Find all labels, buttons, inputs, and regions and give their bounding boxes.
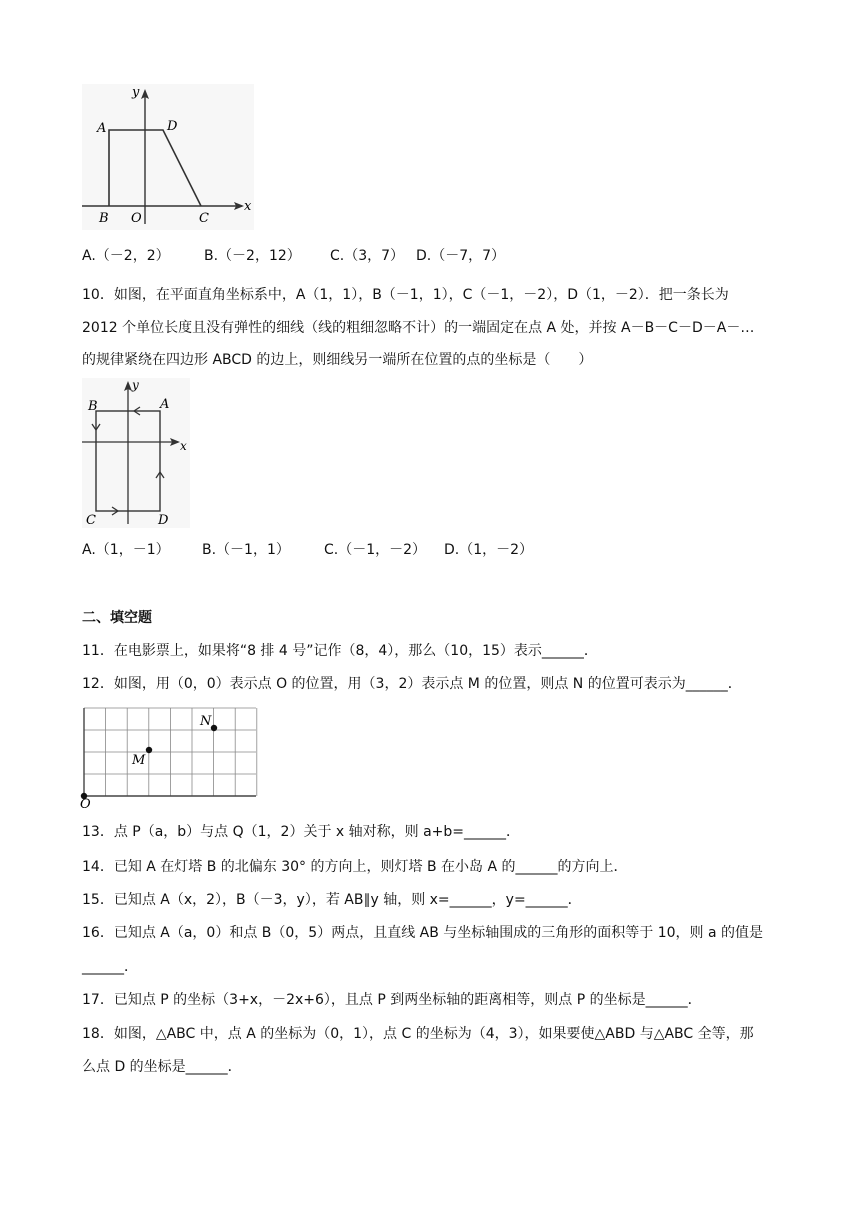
- point-label-d: D: [158, 513, 169, 528]
- q9-option-c: C.（3，7）: [330, 248, 405, 264]
- point-n: [211, 725, 217, 731]
- q12-grid-figure: [78, 704, 260, 810]
- q14-text: 14．已知 A 在灯塔 B 的北偏东 30° 的方向上，则灯塔 B 在小岛 A 的______的方向上．: [82, 859, 628, 875]
- point-label-c: C: [86, 513, 96, 528]
- point-label-m: M: [132, 753, 146, 768]
- q10-figure: [82, 378, 190, 528]
- point-label-n: N: [200, 714, 212, 729]
- axis-label-y: y: [132, 85, 140, 100]
- section-title: 二、填空题: [82, 610, 152, 626]
- axis-label-x: x: [180, 439, 187, 453]
- point-label-c: C: [199, 211, 209, 226]
- q9-figure: [82, 84, 254, 230]
- axis-label-y: y: [132, 378, 139, 392]
- q13-text: 13．点 P（a，b）与点 Q（1，2）关于 x 轴对称，则 a+b=______．: [82, 824, 521, 840]
- q16-text-line-2: ______．: [82, 959, 138, 975]
- q16-text-line-1: 16．已知点 A（a，0）和点 B（0，5）两点，且直线 AB 与坐标轴围成的三角形的面积等于 10，则 a 的值是: [82, 925, 764, 941]
- q9-option-d: D.（－7，7）: [416, 248, 506, 264]
- q18-text-line-2: 么点 D 的坐标是______．: [82, 1059, 242, 1075]
- q17-text: 17．已知点 P 的坐标（3+x，－2x+6），且点 P 到两坐标轴的距离相等，则点 P 的坐标是______．: [82, 992, 702, 1008]
- q10-text-line-1: 10．如图，在平面直角坐标系中，A（1，1），B（－1，1），C（－1，－2），D（1，－2）．把一条长为: [82, 287, 729, 303]
- q10-text-line-2: 2012 个单位长度且没有弹性的细线（线的粗细忽略不计）的一端固定在点 A 处，并按 A－B－C－D－A－…: [82, 320, 755, 336]
- point-label-d: D: [167, 119, 178, 134]
- point-label-o: O: [80, 797, 91, 810]
- q10-text-line-3: 的规律紧绕在四边形 ABCD 的边上，则细线另一端所在位置的点的坐标是（ ）: [82, 352, 593, 368]
- q9-option-a: A.（－2，2）: [82, 248, 170, 264]
- q9-option-b: B.（－2，12）: [204, 248, 301, 264]
- q10-option-a: A.（1，－1）: [82, 542, 170, 558]
- point-label-b: B: [88, 399, 98, 414]
- point-m: [146, 747, 152, 753]
- point-label-a: A: [160, 397, 170, 412]
- point-label-b: B: [99, 211, 109, 226]
- q11-text: 11．在电影票上，如果将“8 排 4 号”记作（8，4），那么（10，15）表示______．: [82, 643, 598, 659]
- q12-text: 12．如图，用（0，0）表示点 O 的位置，用（3，2）表示点 M 的位置，则点 N 的位置可表示为______．: [82, 676, 742, 692]
- q15-text: 15．已知点 A（x，2），B（－3，y），若 AB∥y 轴，则 x=______，y=______．: [82, 892, 582, 908]
- q10-option-b: B.（－1，1）: [202, 542, 290, 558]
- q10-option-c: C.（－1，－2）: [324, 542, 427, 558]
- q18-text-line-1: 18．如图，△ABC 中，点 A 的坐标为（0，1），点 C 的坐标为（4，3），如果要使△ABD 与△ABC 全等，那: [82, 1026, 754, 1042]
- point-label-o: O: [131, 211, 142, 226]
- q10-option-d: D.（1，－2）: [444, 542, 534, 558]
- point-label-a: A: [97, 121, 107, 136]
- axis-label-x: x: [244, 199, 252, 214]
